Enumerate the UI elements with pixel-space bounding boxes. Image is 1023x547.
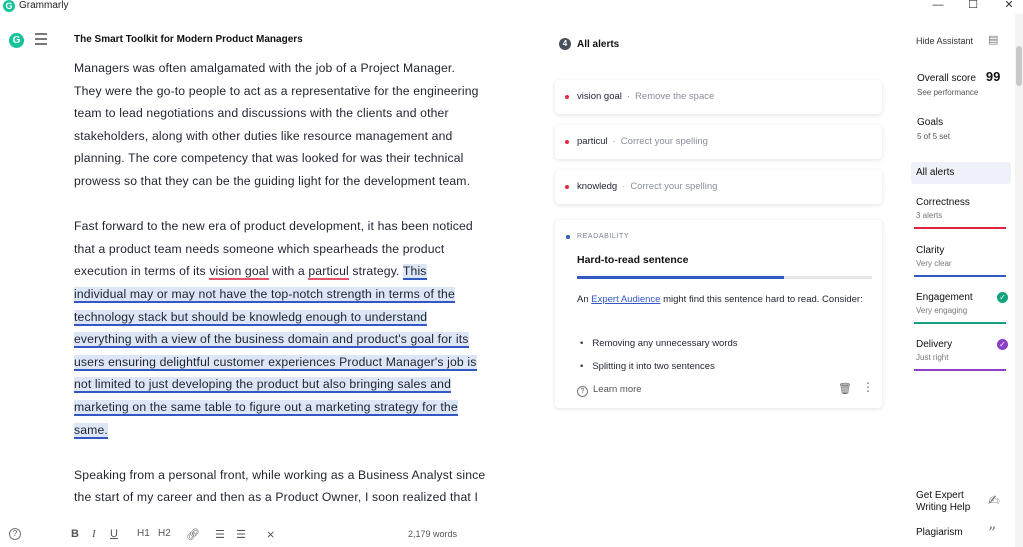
alert-word: knowledg — [577, 181, 618, 192]
category-bar — [914, 322, 1006, 324]
editor-pane — [0, 14, 540, 547]
underline-button[interactable]: U — [110, 528, 118, 540]
alert-word: vision goal — [577, 91, 622, 102]
highlighted-line[interactable]: marketing on the same table to figure out a marketing strategy for the — [74, 399, 458, 414]
error-dot-icon — [565, 140, 569, 144]
category-clarity[interactable]: Clarity Very clear — [916, 245, 1008, 268]
text-line: stakeholders, along with other duties like resource management and — [74, 128, 453, 143]
format-toolbar — [0, 524, 540, 547]
help-icon[interactable]: ? — [9, 528, 21, 540]
paragraph-3 — [74, 464, 514, 509]
highlighted-line[interactable]: not limited to just developing the product but also bringing sales and — [74, 377, 452, 392]
paragraph-2 — [74, 215, 514, 441]
text-line: Managers was often amalgamated with the job of a Project Manager. — [74, 61, 455, 75]
readability-bar — [577, 276, 872, 279]
goals-button[interactable]: Goals 5 of 5 set — [917, 117, 950, 141]
document-body[interactable] — [74, 57, 514, 531]
text-line: prowess so that they can be the guiding light for the development team. — [74, 173, 471, 188]
bold-button[interactable]: B — [71, 528, 79, 540]
text-line: They were the go-to people to act as a representative for the engineering — [74, 83, 479, 98]
readability-card[interactable] — [555, 220, 882, 408]
text-line: planning. The core competency that was looked for was their technical — [74, 151, 464, 166]
text-line: team to lead negotiations and discussions with the clients and other — [74, 106, 449, 121]
text-line — [74, 260, 514, 283]
check-icon: ✓ — [997, 292, 1008, 303]
menu-icon[interactable] — [35, 33, 53, 47]
text-segment: execution in terms of its — [74, 264, 210, 279]
alert-card[interactable]: vision goal · Remove the space — [555, 80, 882, 114]
close-button[interactable]: ✕ — [1004, 0, 1014, 11]
text-line: Fast forward to the new era of product development, it has been noticed — [74, 219, 473, 234]
question-icon: ? — [577, 386, 588, 397]
goals-value: 5 of 5 set — [917, 132, 950, 141]
panel-toggle-icon[interactable]: ▤ — [988, 34, 999, 46]
hide-assistant-button[interactable]: Hide Assistant — [916, 36, 974, 46]
readability-dot-icon — [566, 235, 570, 239]
readability-explanation: An Expert Audience might find this sentence hard to read. Consider: — [577, 294, 863, 305]
scroll-thumb[interactable] — [1016, 46, 1022, 86]
spelling-error-vision-goal[interactable]: vision goal — [209, 264, 269, 279]
alert-card[interactable]: knowledg · Correct your spelling — [555, 170, 882, 204]
trash-icon[interactable]: 🗑︎ — [838, 383, 852, 395]
text-line: that a product team needs someone which spearheads the product — [74, 241, 445, 256]
text-segment: strategy. — [348, 264, 403, 279]
suggestion-item: • Removing any unnecessary words — [580, 332, 870, 355]
minimize-button[interactable]: — — [932, 0, 944, 11]
alert-hint: Remove the space — [635, 91, 715, 102]
quote-icon[interactable]: ” — [988, 523, 997, 542]
expert-audience-link[interactable]: Expert Audience — [591, 294, 661, 305]
highlighted-line[interactable]: individual may or may not have the top-notch strength in terms of the — [74, 286, 455, 301]
link-icon[interactable]: 🔗︎ — [186, 529, 200, 541]
text-line: the start of my career and then as a Product Owner, I soon realized that I — [74, 490, 479, 505]
bulleted-list-icon[interactable]: ☰ — [236, 529, 246, 541]
alert-hint: Correct your spelling — [630, 181, 718, 192]
more-options-icon[interactable]: ⋮ — [862, 380, 874, 394]
all-alerts-tab[interactable]: All alerts — [911, 162, 1011, 184]
overall-score[interactable]: Overall score 99 See performance — [917, 69, 1001, 97]
grammarly-logo-icon: G — [3, 0, 15, 12]
app-title: Grammarly — [19, 0, 69, 11]
alerts-panel — [540, 14, 908, 547]
scrollbar[interactable] — [1015, 14, 1023, 547]
readability-bar-fill — [577, 276, 784, 279]
document-title[interactable]: The Smart Toolkit for Modern Product Managers — [74, 34, 303, 45]
check-icon: ✓ — [997, 339, 1008, 350]
alerts-heading: 4 All alerts — [559, 38, 619, 50]
spelling-error-particul[interactable]: particul — [308, 264, 349, 279]
title-bar — [0, 0, 1023, 14]
error-dot-icon — [565, 95, 569, 99]
expert-help-button[interactable]: Get Expert Writing Help — [916, 490, 971, 513]
heading1-button[interactable]: H1 — [137, 528, 150, 539]
category-engagement[interactable]: Engagement Very engaging ✓ — [916, 292, 1008, 315]
maximize-button[interactable]: ☐ — [968, 0, 978, 11]
readability-label: READABILITY — [577, 233, 630, 240]
paragraph-1 — [74, 57, 514, 193]
highlighted-line[interactable]: everything with a view of the business domain and product's goal for its — [74, 332, 469, 347]
category-bar — [914, 227, 1006, 229]
numbered-list-icon[interactable]: ☰ — [215, 529, 225, 541]
readability-title: Hard-to-read sentence — [577, 254, 689, 266]
category-bar — [914, 275, 1006, 277]
learn-more-button[interactable]: ? Learn more — [577, 384, 642, 397]
alert-card[interactable]: particul · Correct your spelling — [555, 125, 882, 159]
see-performance-link[interactable]: See performance — [917, 88, 979, 97]
highlighted-line[interactable]: users ensuring delightful customer experiences Product Manager's job is — [74, 354, 477, 369]
expert-signature-icon[interactable]: ✍︎ — [988, 492, 1000, 508]
error-dot-icon — [565, 185, 569, 189]
highlighted-line[interactable]: technology stack but should be knowledg enough to understand — [74, 309, 428, 324]
text-segment: with a — [268, 264, 309, 279]
category-bar — [914, 369, 1006, 371]
alert-hint: Correct your spelling — [620, 136, 708, 147]
grammarly-badge-icon[interactable]: G — [9, 33, 24, 48]
alerts-count-badge: 4 — [559, 38, 571, 50]
heading2-button[interactable]: H2 — [158, 528, 171, 539]
category-correctness[interactable]: Correctness 3 alerts — [916, 197, 1008, 220]
category-delivery[interactable]: Delivery Just right ✓ — [916, 339, 1008, 362]
score-value: 99 — [985, 69, 1001, 84]
clear-format-icon[interactable]: ⨯ — [266, 529, 276, 541]
highlighted-line[interactable]: same. — [74, 422, 108, 437]
word-count[interactable]: 2,179 words — [408, 529, 458, 539]
italic-button[interactable]: I — [92, 528, 96, 540]
suggestion-item: • Splitting it into two sentences — [580, 355, 870, 378]
text-line: Speaking from a personal front, while working as a Business Analyst since — [74, 467, 486, 482]
suggestion-list — [580, 332, 870, 378]
alert-word: particul — [577, 136, 608, 147]
assistant-sidebar — [908, 14, 1023, 547]
highlighted-sentence[interactable]: This — [402, 264, 427, 279]
plagiarism-button[interactable]: Plagiarism — [916, 527, 963, 538]
